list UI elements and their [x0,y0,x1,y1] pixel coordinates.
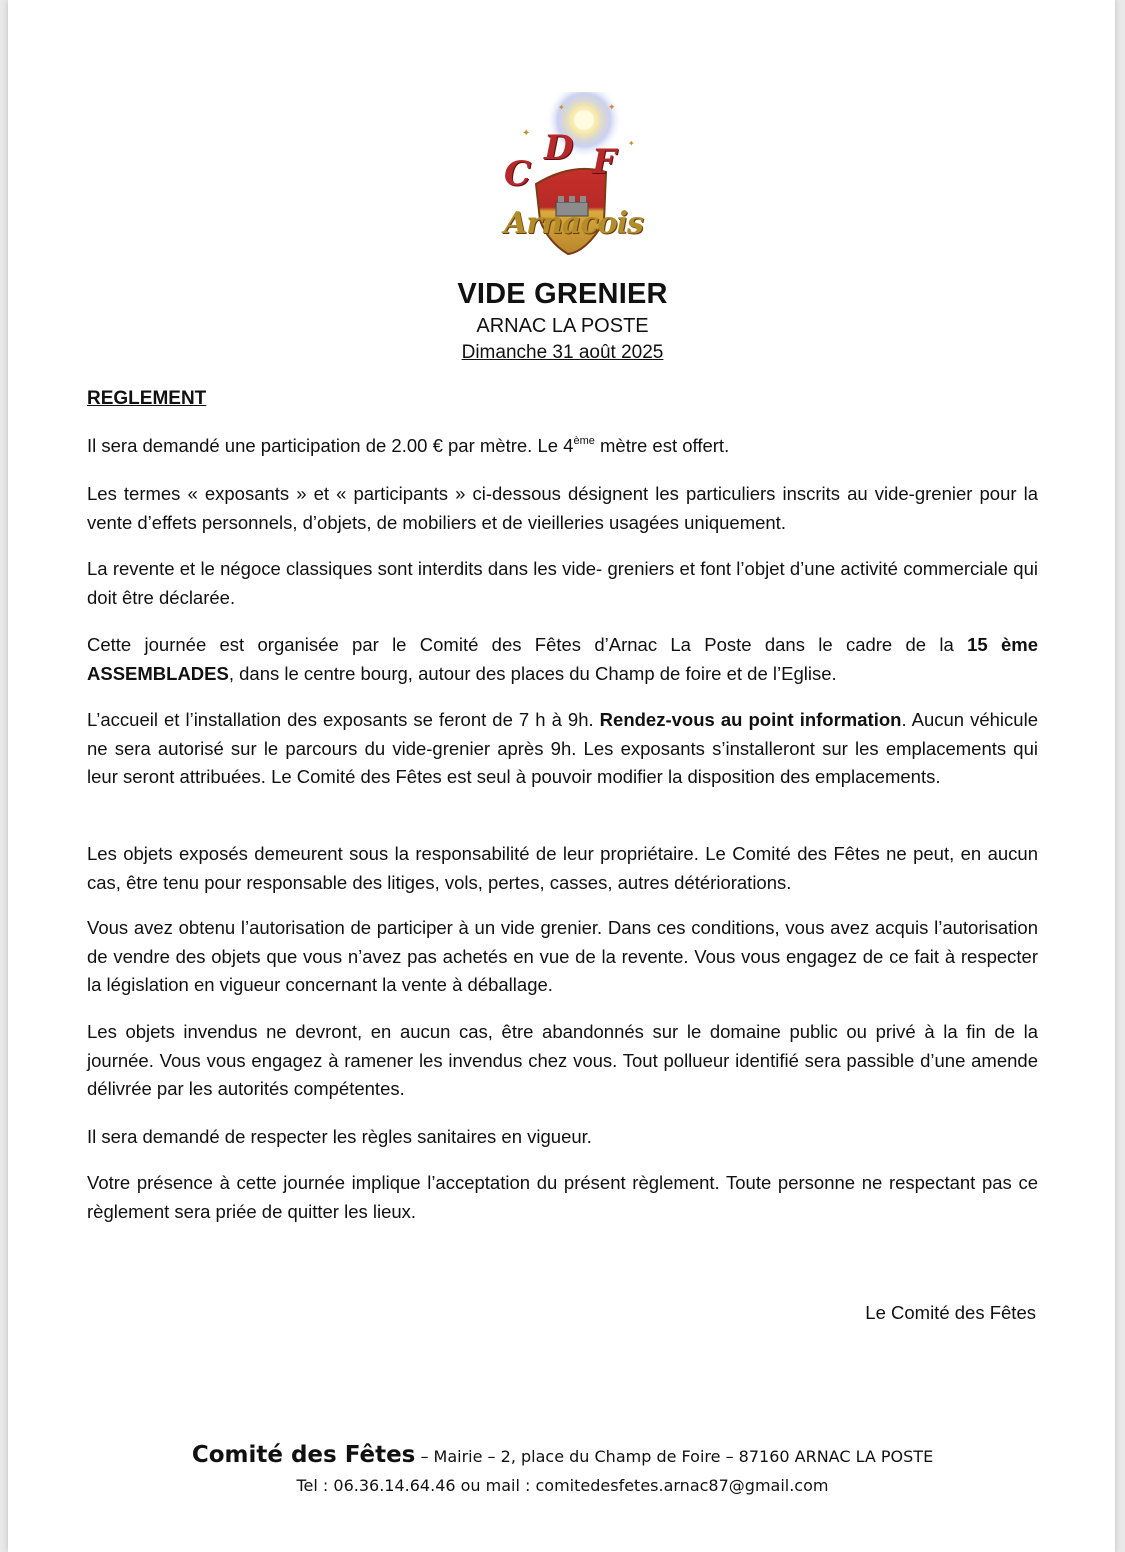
rule-paragraph-7: Vous avez obtenu l’autorisation de participer à un vide grenier. Dans ces conditions, vous avez acquis l’autorisation de vendre des objets que vous n’avez pas achetés en vue de la revente. Vous vous engagez de ce fait à respecter la législation en vigueur concernant la vente à déballage. [87,917,1038,995]
rule-paragraph-4 [87,631,1038,688]
svg-text:✦: ✦ [558,103,565,112]
rule-5-text-start: L’accueil et l’installation des exposants se feront de 7 h à 9h. [87,709,600,730]
logo-name: Arnacois [504,206,643,241]
logo-letter-d: D [544,128,574,168]
rule-4-text-end: , dans le centre bourg, autour des places du Champ de foire et de l’Eglise. [228,662,837,684]
footer-organization: Comité des Fêtes [191,1442,416,1468]
svg-text:✦: ✦ [608,102,616,112]
logo-letter-c: C [504,154,532,194]
rule-paragraph-5 [87,706,1038,792]
cdf-arnacois-logo [486,92,656,260]
rule-4-highlight: 15 ème ASSEMBLADES [87,634,1038,684]
footer-contact: Tel : 06.36.14.64.46 ou mail : comitedesfetes.arnac87@gmail.com [296,1476,829,1495]
rule-4-text-start: Cette journée est organisée par le Comité des Fêtes d’Arnac La Poste dans le cadre de la [87,634,968,655]
signature: Le Comité des Fêtes [865,1302,1036,1323]
rule-paragraph-9: Il sera demandé de respecter les règles sanitaires en vigueur. [87,1126,592,1147]
footer-address: – Mairie – 2, place du Champ de Foire – 87160 ARNAC LA POSTE [415,1447,934,1466]
rule-paragraph-8: Les objets invendus ne devront, en aucun cas, être abandonnés sur le domaine public ou privé à la fin de la journée. Vous vous engagez à ramener les invendus chez vous. Tout pollueur identifié sera passible d’une amende délivrée par les autorités compétentes. [87,1021,1038,1099]
rule-5-highlight: Rendez-vous au point information [599,709,902,730]
document-page [8,0,1115,1552]
rule-1-text-start: Il sera demandé une participation de 2.00 € par mètre. Le 4 [87,435,574,456]
rule-paragraph-1 [87,432,1038,461]
rule-paragraph-3: La revente et le négoce classiques sont interdits dans les vide- greniers et font l’objet d’une activité commerciale qui doit être déclarée. [87,558,1038,608]
document-title: VIDE GRENIER [457,278,668,310]
svg-text:✦: ✦ [628,139,635,148]
rule-1-superscript: ème [573,435,595,447]
rule-paragraph-2: Les termes « exposants » et « participants » ci-dessous désignent les particuliers inscrits au vide-grenier pour la vente d’effets personnels, d’objets, de mobiliers et de vieilleries usagées uniquement. [87,483,1038,533]
rule-paragraph-6: Les objets exposés demeurent sous la responsabilité de leur propriétaire. Le Comité des Fêtes ne peut, en aucun cas, être tenu pour responsable des litiges, vols, pertes, casses, autres détériorations. [87,843,1038,893]
footer-address-line [0,1442,1125,1468]
rule-1-text-end: mètre est offert. [594,435,730,456]
rule-5-text-end: . Aucun véhicule ne sera autorisé sur le parcours du vide-grenier après 9h. Les exposants s’installeront sur les emplacements qui leur seront attribuées. Le Comité des Fêtes est seul à pouvoir modifier la disposition des emplacements. [87,709,1038,787]
event-date: Dimanche 31 août 2025 [461,342,664,363]
document-subtitle: ARNAC LA POSTE [476,315,649,337]
svg-text:✦: ✦ [522,128,531,139]
logo-letter-f: F [592,142,617,182]
rule-paragraph-10: Votre présence à cette journée implique l’acceptation du présent règlement. Toute personne ne respectant pas ce règlement sera priée de quitter les lieux. [87,1172,1038,1222]
rules-heading: REGLEMENT [87,388,207,409]
